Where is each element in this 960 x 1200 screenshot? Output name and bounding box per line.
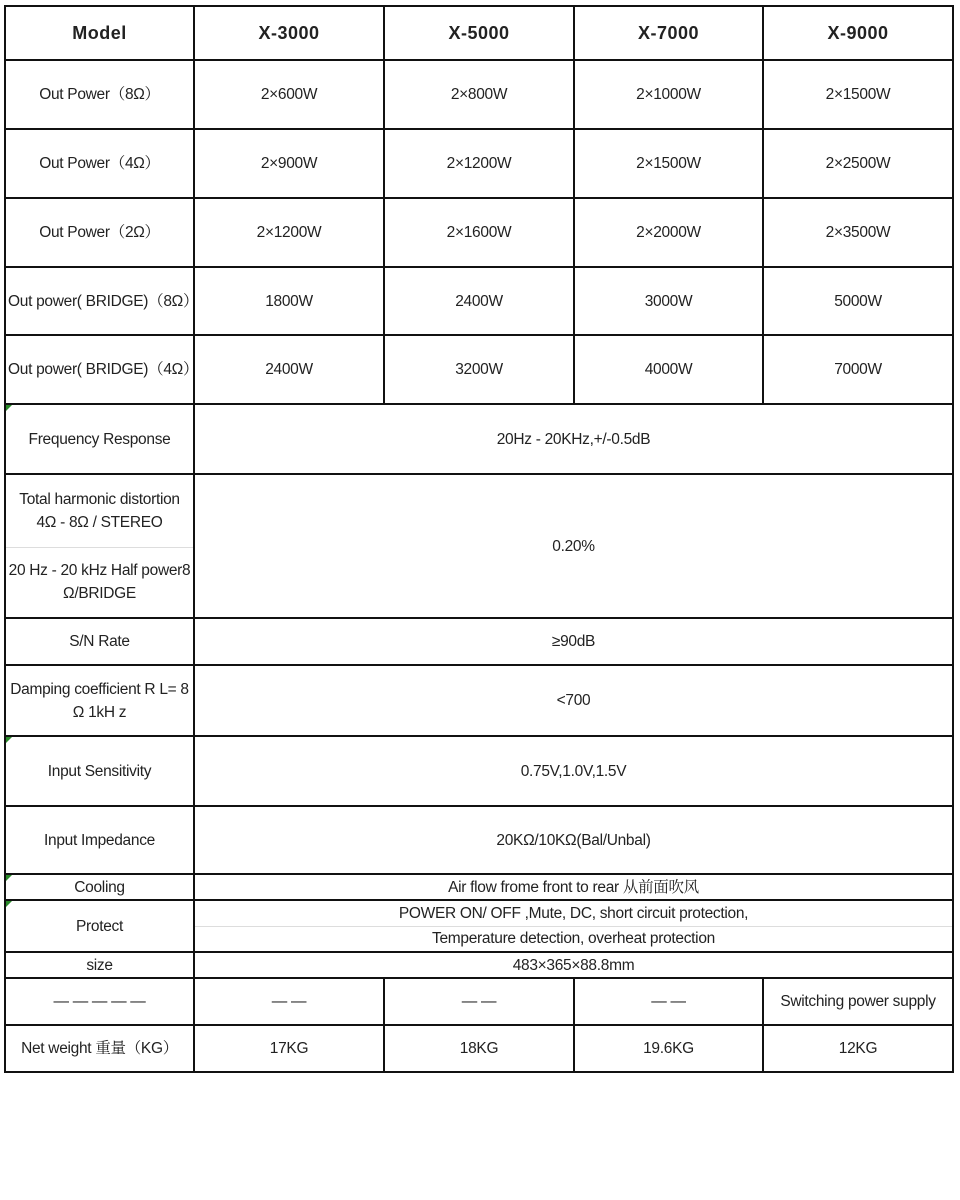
row-label: Out Power（8Ω） <box>5 60 194 129</box>
row-label: Frequency Response <box>5 404 194 474</box>
model-name: X-9000 <box>763 6 953 60</box>
cell: 5000W <box>763 267 953 335</box>
cell: 1800W <box>194 267 384 335</box>
row-label: Out power( BRIDGE)（4Ω） <box>5 335 194 404</box>
cell: 2×2000W <box>574 198 763 267</box>
cell: 2×600W <box>194 60 384 129</box>
cell: 2×3500W <box>763 198 953 267</box>
model-name: X-5000 <box>384 6 574 60</box>
cell: 17KG <box>194 1025 384 1072</box>
row-label: Cooling <box>5 874 194 900</box>
table-row <box>5 806 953 874</box>
row-label: Input Sensitivity <box>5 736 194 806</box>
table-row <box>5 618 953 665</box>
table-row <box>5 1025 953 1072</box>
cell: 2×900W <box>194 129 384 198</box>
row-label: Input Impedance <box>5 806 194 874</box>
cell: 3000W <box>574 267 763 335</box>
cell: Air flow frome front to rear 从前面吹风 <box>194 874 953 900</box>
cell: — — <box>574 978 763 1025</box>
cell: 2×2500W <box>763 129 953 198</box>
cell: 2×800W <box>384 60 574 129</box>
cell: 2400W <box>384 267 574 335</box>
cell: 2×1500W <box>574 129 763 198</box>
row-label: — — — — — <box>5 978 194 1025</box>
row-label: Protect <box>5 900 194 952</box>
table-row <box>5 978 953 1025</box>
table-row <box>5 900 953 926</box>
table-row <box>5 736 953 806</box>
table-row <box>5 665 953 736</box>
cell: Temperature detection, overheat protection <box>194 926 953 952</box>
model-name: X-7000 <box>574 6 763 60</box>
cell: 2×1600W <box>384 198 574 267</box>
row-label: Net weight 重量（KG） <box>5 1025 194 1072</box>
header-row <box>5 6 953 60</box>
cell: — — <box>384 978 574 1025</box>
cell: 12KG <box>763 1025 953 1072</box>
row-label: Out Power（4Ω） <box>5 129 194 198</box>
row-label: S/N Rate <box>5 618 194 665</box>
cell: 2×1200W <box>194 198 384 267</box>
model-header: Model <box>5 6 194 60</box>
cell: 2×1200W <box>384 129 574 198</box>
cell: 2400W <box>194 335 384 404</box>
row-label: Out Power（2Ω） <box>5 198 194 267</box>
table-row <box>5 474 953 547</box>
cell: POWER ON/ OFF ,Mute, DC, short circuit protection, <box>194 900 953 926</box>
row-label: size <box>5 952 194 978</box>
table-row <box>5 198 953 267</box>
cell: 2×1000W <box>574 60 763 129</box>
row-label: Out power( BRIDGE)（8Ω） <box>5 267 194 335</box>
cell: ≥90dB <box>194 618 953 665</box>
row-label: Damping coefficient R L= 8 Ω 1kH z <box>5 665 194 736</box>
cell: 4000W <box>574 335 763 404</box>
cell: 3200W <box>384 335 574 404</box>
cell: 2×1500W <box>763 60 953 129</box>
cell: <700 <box>194 665 953 736</box>
cell: 0.75V,1.0V,1.5V <box>194 736 953 806</box>
table-row <box>5 129 953 198</box>
table-row <box>5 874 953 900</box>
cell: 19.6KG <box>574 1025 763 1072</box>
table-row <box>5 267 953 335</box>
cell: 7000W <box>763 335 953 404</box>
cell: Switching power supply <box>763 978 953 1025</box>
row-label: Total harmonic distortion 4Ω - 8Ω / STEREO <box>5 474 194 547</box>
cell: — — <box>194 978 384 1025</box>
cell: 20KΩ/10KΩ(Bal/Unbal) <box>194 806 953 874</box>
row-label: 20 Hz - 20 kHz Half power8 Ω/BRIDGE <box>5 547 194 618</box>
table-row <box>5 404 953 474</box>
table-row <box>5 60 953 129</box>
cell: 20Hz - 20KHz,+/-0.5dB <box>194 404 953 474</box>
model-name: X-3000 <box>194 6 384 60</box>
spec-table <box>4 5 954 1073</box>
cell: 483×365×88.8mm <box>194 952 953 978</box>
cell: 0.20% <box>194 474 953 618</box>
table-row <box>5 952 953 978</box>
table-row <box>5 335 953 404</box>
cell: 18KG <box>384 1025 574 1072</box>
